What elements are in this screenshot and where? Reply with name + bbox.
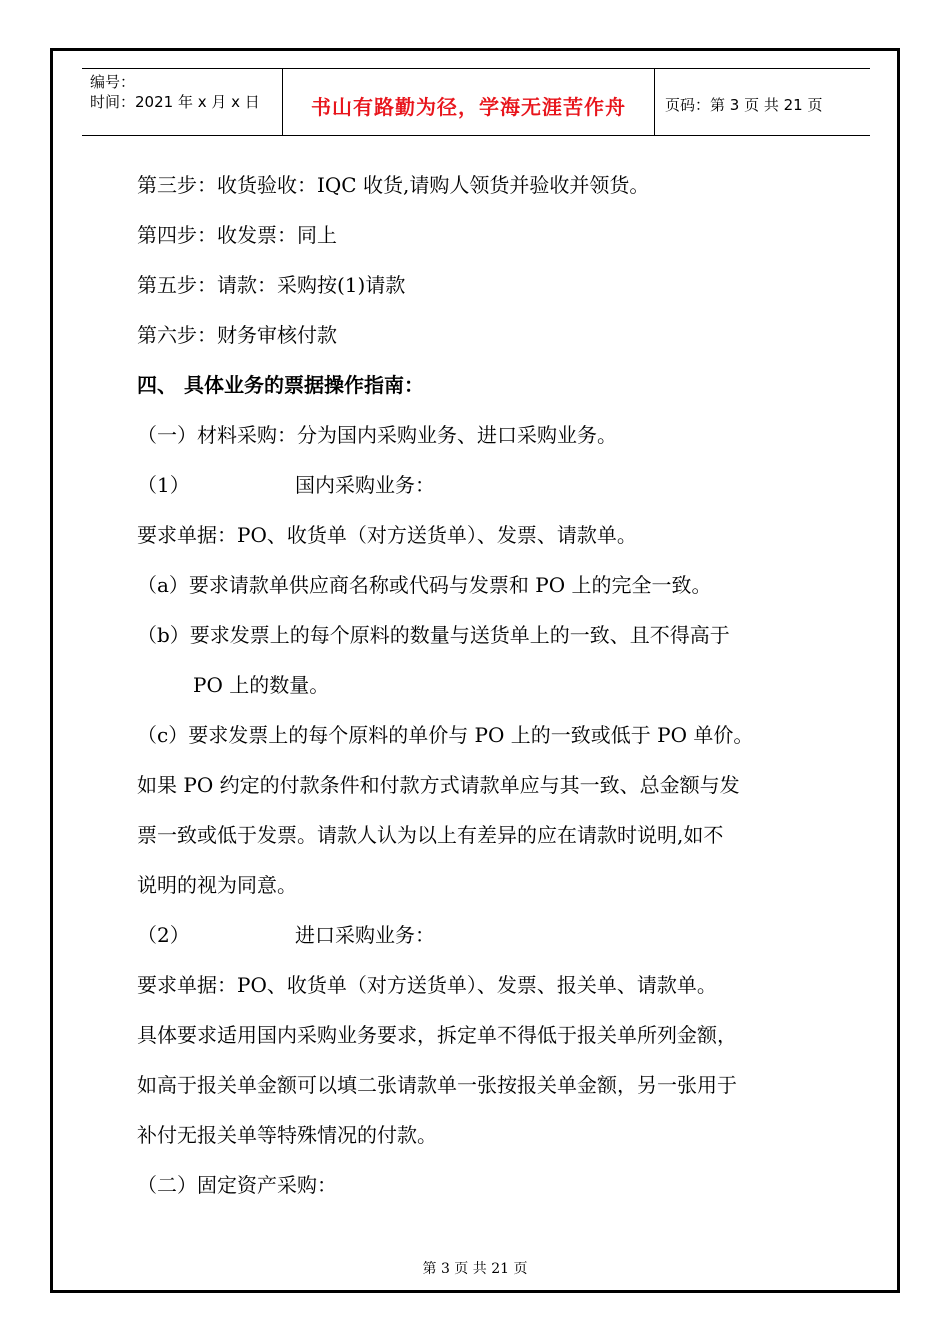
- paragraph-line: 第六步：财务审核付款: [137, 323, 337, 347]
- subsection-title: 进口采购业务：: [295, 923, 435, 947]
- paragraph-line: （一）材料采购：分为国内采购业务、进口采购业务。: [137, 423, 617, 447]
- paragraph-line: 补付无报关单等特殊情况的付款。: [137, 1123, 437, 1147]
- paragraph-line: 说明的视为同意。: [137, 873, 297, 897]
- paragraph-line: 具体要求适用国内采购业务要求，拆定单不得低于报关单所列金额，: [137, 1023, 737, 1047]
- list-item: （b）要求发票上的每个原料的数量与送货单上的一致、且不得高于: [137, 623, 730, 647]
- list-item-continuation: PO 上的数量。: [193, 673, 330, 697]
- header-motto: 书山有路勤为径，学海无涯苦作舟: [311, 95, 626, 119]
- page-header: [82, 68, 870, 136]
- subsection-title: 国内采购业务：: [295, 473, 435, 497]
- paragraph-line: 第五步：请款：采购按(1)请款: [137, 273, 406, 297]
- paragraph-line: （二）固定资产采购：: [137, 1173, 337, 1197]
- list-number: （1）: [137, 473, 190, 497]
- paragraph-line: 如高于报关单金额可以填二张请款单一张按报关单金额，另一张用于: [137, 1073, 737, 1097]
- paragraph-line: 第四步：收发票：同上: [137, 223, 337, 247]
- paragraph-line: 票一致或低于发票。请款人认为以上有差异的应在请款时说明,如不: [137, 823, 724, 847]
- list-item: （c）要求发票上的每个原料的单价与 PO 上的一致或低于 PO 单价。: [137, 723, 754, 747]
- header-motto-cell: [282, 69, 655, 135]
- list-number: （2）: [137, 923, 190, 947]
- header-meta: [82, 69, 282, 135]
- page-footer: 第 3 页 共 21 页: [422, 1261, 528, 1277]
- header-page-info: 页码：第 3 页 共 21 页: [665, 96, 823, 114]
- document-number-label: 编号：: [90, 73, 136, 91]
- paragraph-line: 第三步：收货验收：IQC 收货,请购人领货并验收并领货。: [137, 173, 650, 197]
- section-heading: 四、 具体业务的票据操作指南：: [137, 373, 424, 397]
- paragraph-line: 要求单据：PO、收货单（对方送货单）、发票、报关单、请款单。: [137, 973, 717, 997]
- paragraph-line: 要求单据：PO、收货单（对方送货单）、发票、请款单。: [137, 523, 637, 547]
- list-item: （a）要求请款单供应商名称或代码与发票和 PO 上的完全一致。: [137, 573, 712, 597]
- document-date: 时间：2021 年 x 月 x 日: [90, 93, 260, 111]
- paragraph-line: 如果 PO 约定的付款条件和付款方式请款单应与其一致、总金额与发: [137, 773, 740, 797]
- header-page-cell: [655, 69, 870, 135]
